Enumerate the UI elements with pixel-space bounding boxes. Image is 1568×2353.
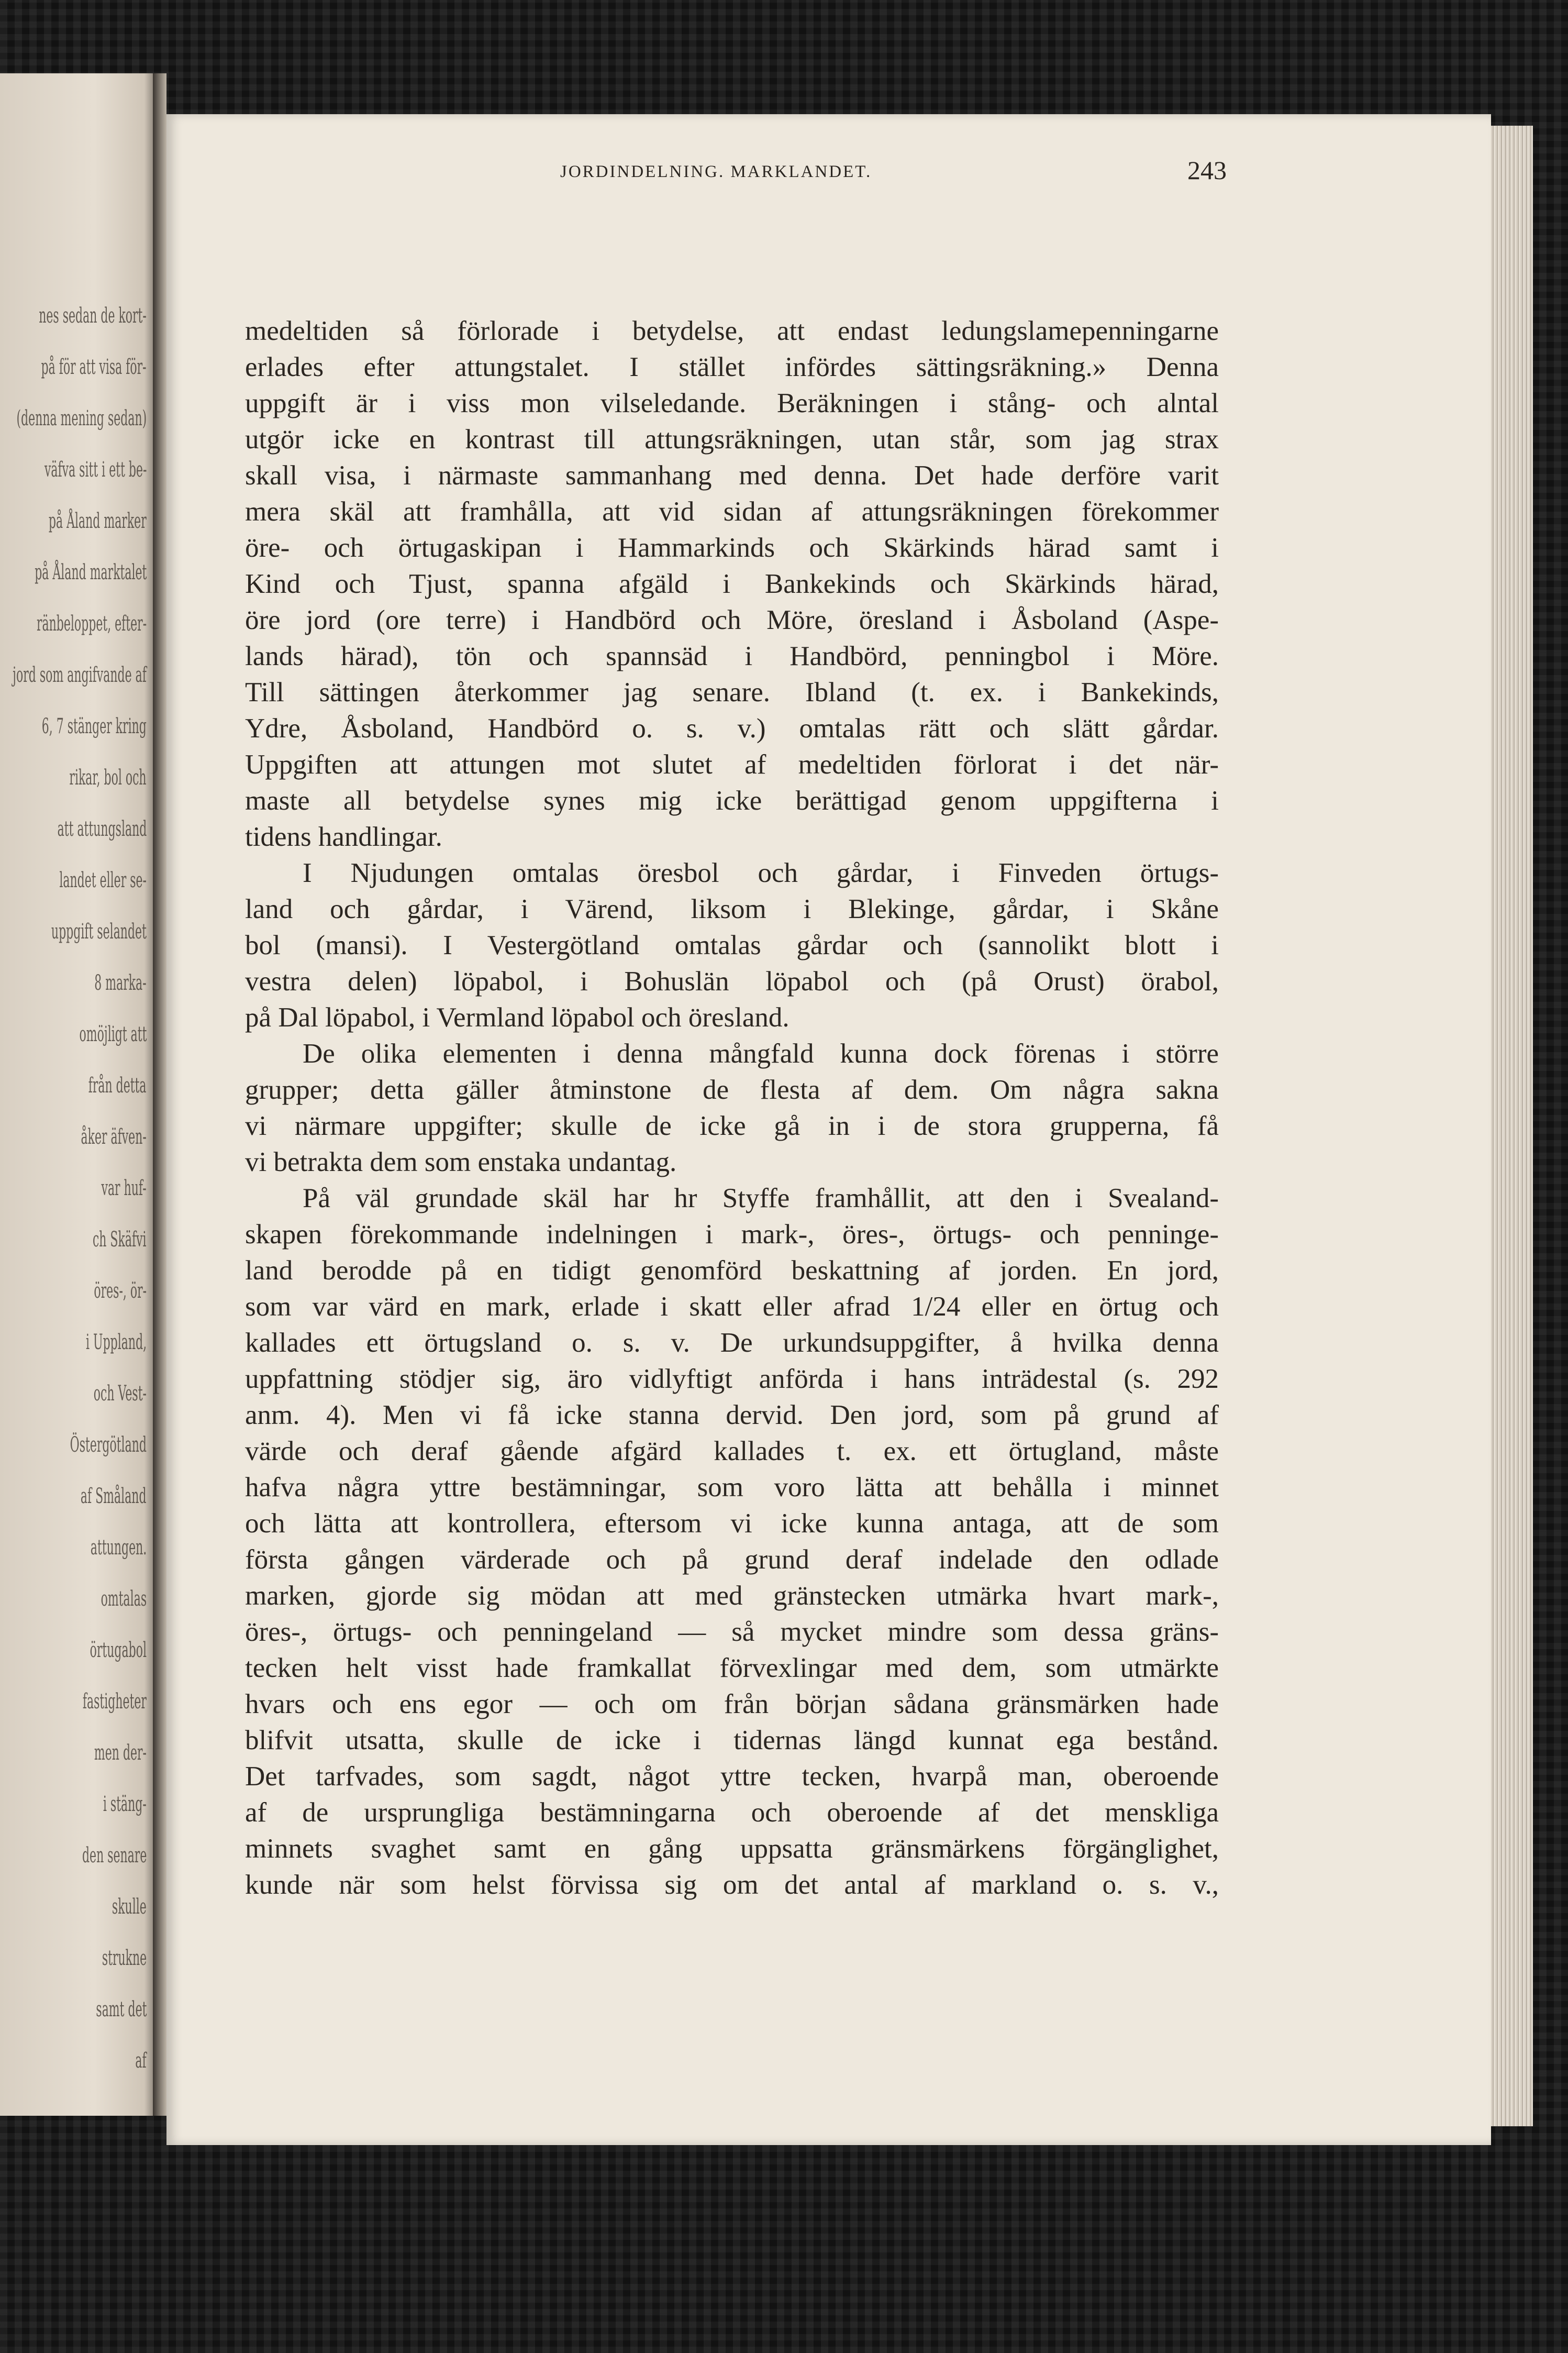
text-line: Till sättingen återkommer jag senare. Ibland (t. ex. i Bankekinds, <box>245 677 1219 708</box>
text-line: skall visa, i närmaste sammanhang med denna. Det hade derföre varit <box>245 460 1219 491</box>
page-edges <box>1491 126 1533 2126</box>
text-line: lands härad), tön och spannsäd i Handbörd, penningbol i Möre. <box>245 641 1219 671</box>
left-page-fragment: var huf- <box>101 1176 147 1200</box>
text-line: anm. 4). Men vi få icke stanna dervid. Den jord, som på grund af <box>245 1400 1219 1430</box>
text-line: marken, gjorde sig mödan att med gränstecken utmärka hvart mark-, <box>245 1581 1219 1611</box>
left-page-fragment: Östergötland <box>70 1433 147 1457</box>
left-page-fragment: i Uppland, <box>85 1330 147 1354</box>
text-line: I Njudungen omtalas öresbol och gårdar, i Finveden örtugs- <box>303 858 1219 888</box>
left-page-fragment: nes sedan de kort- <box>39 304 147 328</box>
left-page-fragment: från detta <box>88 1074 147 1098</box>
left-page-fragment: rikar, bol och <box>69 766 147 790</box>
text-line: minnets svaghet samt en gång uppsatta gränsmärkens förgänglighet, <box>245 1833 1219 1864</box>
text-line: och lätta att kontrollera, eftersom vi icke kunna antaga, att de som <box>245 1508 1219 1539</box>
left-page-fragment: samt det <box>95 1997 147 2021</box>
text-line: värde och deraf gående afgärd kallades t. ex. ett örtugland, måste <box>245 1436 1219 1466</box>
text-line: tecken helt visst hade framkallat förvexlingar med dem, som utmärkte <box>245 1653 1219 1683</box>
text-line: kunde när som helst förvissa sig om det antal af markland o. s. v., <box>245 1870 1219 1900</box>
left-page-fragment: öres-, ör- <box>94 1279 147 1303</box>
text-line: öre jord (ore terre) i Handbörd och Möre, öresland i Åsboland (Aspe- <box>245 605 1219 635</box>
text-line: vi betrakta dem som enstaka undantag. <box>245 1147 677 1177</box>
left-page-fragment: 8 marka- <box>94 971 147 995</box>
text-line: Kind och Tjust, spanna afgäld i Bankekinds och Skärkinds härad, <box>245 569 1219 599</box>
text-line: Uppgiften att attungen mot slutet af medeltiden förlorat i det när- <box>245 749 1219 780</box>
left-page-fragment: strukne <box>102 1946 147 1970</box>
text-line: hvars och ens egor — och om från början sådana gränsmärken hade <box>245 1689 1219 1719</box>
text-line: skapen förekommande indelningen i mark-, öres-, örtugs- och penninge- <box>245 1219 1219 1250</box>
text-line: utgör icke en kontrast till attungsräkningen, utan står, som jag strax <box>245 424 1219 455</box>
previous-page-edge <box>0 73 157 2116</box>
left-page-fragment: på för att visa för- <box>41 355 147 379</box>
left-page-fragment: och Vest- <box>93 1382 147 1406</box>
left-page-fragment: åker äfven- <box>81 1125 147 1149</box>
left-page-fragment: väfva sitt i ett be- <box>44 458 147 482</box>
text-line: på Dal löpabol, i Vermland löpabol och öresland. <box>245 1002 789 1033</box>
text-line: af de ursprungliga bestämningarna och oberoende af det menskliga <box>245 1797 1219 1828</box>
text-line: blifvit utsatta, skulle de icke i tidernas längd kunnat ega bestånd. <box>245 1725 1219 1755</box>
text-line: öres-, örtugs- och penningeland — så mycket mindre som dessa gräns- <box>245 1617 1219 1647</box>
left-page-fragment: 6, 7 stänger kring <box>41 714 147 738</box>
body-text <box>245 313 1219 1903</box>
page-number: 243 <box>1187 156 1227 185</box>
left-page-fragment: jord som angifvande af <box>13 663 147 687</box>
left-page-fragment: omtalas <box>101 1587 147 1611</box>
left-page-fragment: ränbeloppet, efter- <box>36 612 147 636</box>
text-line: hafva några yttre bestämningar, som voro lätta att behålla i minnet <box>245 1472 1219 1503</box>
text-line: öre- och örtugaskipan i Hammarkinds och Skärkinds härad samt i <box>245 533 1219 563</box>
left-page-fragment: men der- <box>94 1741 147 1765</box>
text-line: första gången värderade och på grund deraf indelade den odlade <box>245 1544 1219 1575</box>
left-page-fragment: den senare <box>82 1843 147 1868</box>
left-page-fragment: i stäng- <box>103 1792 147 1816</box>
text-line: vestra delen) löpabol, i Bohuslän löpabol och (på Orust) örabol, <box>245 966 1219 997</box>
left-page-fragment: örtugabol <box>90 1638 147 1662</box>
text-line: Det tarfvades, som sagdt, något yttre tecken, hvarpå man, oberoende <box>245 1761 1219 1792</box>
left-page-fragment: på Åland marktalet <box>34 560 147 584</box>
text-line: bol (mansi). I Vestergötland omtalas gårdar och (sannolikt blott i <box>245 930 1219 960</box>
left-page-fragment: ch Skäfvi <box>93 1228 147 1252</box>
text-line: medeltiden så förlorade i betydelse, att endast ledungslamepenningarne <box>245 316 1219 346</box>
text-line: land och gårdar, i Värend, liksom i Blekinge, gårdar, i Skåne <box>245 894 1219 924</box>
text-line: vi närmare uppgifter; skulle de icke gå in i de stora grupperna, få <box>245 1111 1219 1141</box>
text-line: land berodde på en tidigt genomförd beskattning af jorden. En jord, <box>245 1255 1219 1286</box>
left-page-fragment: uppgift selandet <box>51 920 147 944</box>
text-line: erlades efter attungstalet. I stället infördes sättingsräkning.» Denna <box>245 352 1219 382</box>
left-page-fragment: att attungsland <box>57 817 147 841</box>
text-line: mera skäl att framhålla, att vid sidan af attungsräkningen förekommer <box>245 496 1219 527</box>
left-page-fragment: (denna mening sedan) <box>16 406 147 430</box>
text-line: På väl grundade skäl har hr Styffe framhållit, att den i Svealand- <box>303 1183 1219 1213</box>
left-page-fragment: attungen. <box>90 1535 147 1560</box>
text-line: uppgift är i viss mon vilseledande. Beräkningen i stång- och alntal <box>245 388 1219 418</box>
text-line: grupper; detta gäller åtminstone de flesta af dem. Om några sakna <box>245 1075 1219 1105</box>
left-page-fragment: landet eller se- <box>59 868 147 892</box>
text-line: tidens handlingar. <box>245 822 442 852</box>
running-head: JORDINDELNING. MARKLANDET. <box>560 162 872 181</box>
text-line: Ydre, Åsboland, Handbörd o. s. v.) omtalas rätt och slätt gårdar. <box>245 713 1219 744</box>
left-page-fragment: omöjligt att <box>79 1022 147 1046</box>
left-page-fragment: på Åland marker <box>49 509 147 533</box>
left-page-fragment: skulle <box>112 1895 147 1919</box>
book-gutter <box>153 73 166 2116</box>
text-line: maste all betydelse synes mig icke berättigad genom uppgifterna i <box>245 786 1219 816</box>
left-page-fragment: af Småland <box>81 1484 147 1508</box>
text-line: som var värd en mark, erlade i skatt eller afrad 1/24 eller en örtug och <box>245 1291 1219 1322</box>
left-page-fragment: fastigheter <box>82 1689 147 1714</box>
text-line: kallades ett örtugsland o. s. v. De urkundsuppgifter, å hvilka denna <box>245 1328 1219 1358</box>
left-page-fragment: af <box>135 2049 147 2073</box>
text-line: uppfattning stödjer sig, äro vidlyftigt anförda i hans inträdestal (s. 292 <box>245 1364 1219 1394</box>
text-line: De olika elementen i denna mångfald kunna dock förenas i större <box>303 1039 1219 1069</box>
